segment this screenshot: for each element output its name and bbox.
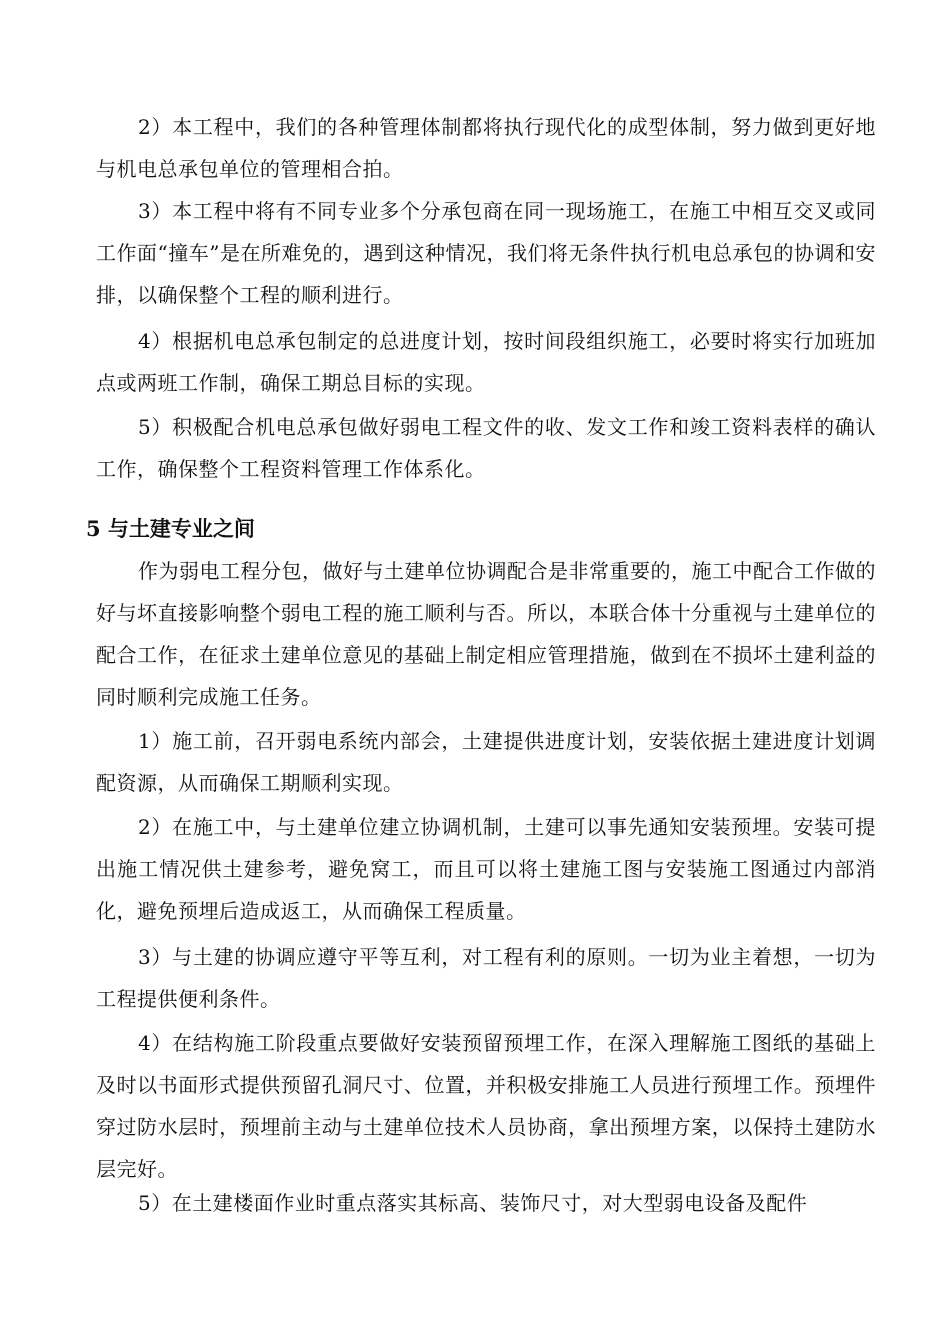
paragraph-s5-item-5: 5）在土建楼面作业时重点落实其标高、装饰尺寸，对大型弱电设备及配件 <box>138 1191 808 1215</box>
paragraph-s5-item-3: 3）与土建的协调应遵守平等互利，对工程有利的原则。一切为业主着想，一切为工程提供便利条件。 <box>96 945 876 1011</box>
paragraph-s5-item-4: 4）在结构施工阶段重点要做好安装预留预埋工作，在深入理解施工图纸的基础上及时以书面形式提供预留孔洞尺寸、位置，并积极安排施工人员进行预埋工作。预埋件穿过防水层时，预埋前主动与土建单位技术人员协商，拿出预埋方案，以保持土建防水层完好。 <box>96 1031 876 1181</box>
section-intro-paragraph: 作为弱电工程分包，做好与土建单位协调配合是非常重要的，施工中配合工作做的好与坏直接影响整个弱电工程的施工顺利与否。所以，本联合体十分重视与土建单位的配合工作，在征求土建单位意见的基础上制定相应管理措施，做到在不损坏土建利益的同时顺利完成施工任务。 <box>96 559 876 709</box>
paragraph-s5-item-2: 2）在施工中，与土建单位建立协调机制，土建可以事先通知安装预埋。安装可提出施工情况供土建参考，避免窝工，而且可以将土建施工图与安装施工图通过内部消化，避免预埋后造成返工，从而确保工程质量。 <box>96 815 876 923</box>
paragraph-item-2: 2）本工程中，我们的各种管理体制都将执行现代化的成型体制，努力做到更好地与机电总承包单位的管理相合拍。 <box>96 115 876 181</box>
paragraph-item-5: 5）积极配合机电总承包做好弱电工程文件的收、发文工作和竣工资料表样的确认工作，确保整个工程资料管理工作体系化。 <box>96 415 876 481</box>
paragraph-item-3: 3）本工程中将有不同专业多个分承包商在同一现场施工，在施工中相互交叉或同工作面“撞车”是在所难免的，遇到这种情况，我们将无条件执行机电总承包的协调和安排，以确保整个工程的顺利进行。 <box>96 199 876 307</box>
paragraph-s5-item-1: 1）施工前，召开弱电系统内部会，土建提供进度计划，安装依据土建进度计划调配资源，从而确保工期顺利实现。 <box>96 729 876 795</box>
paragraph-item-4: 4）根据机电总承包制定的总进度计划，按时间段组织施工，必要时将实行加班加点或两班工作制，确保工期总目标的实现。 <box>96 329 876 395</box>
section-heading: 5 与土建专业之间 <box>86 516 255 541</box>
